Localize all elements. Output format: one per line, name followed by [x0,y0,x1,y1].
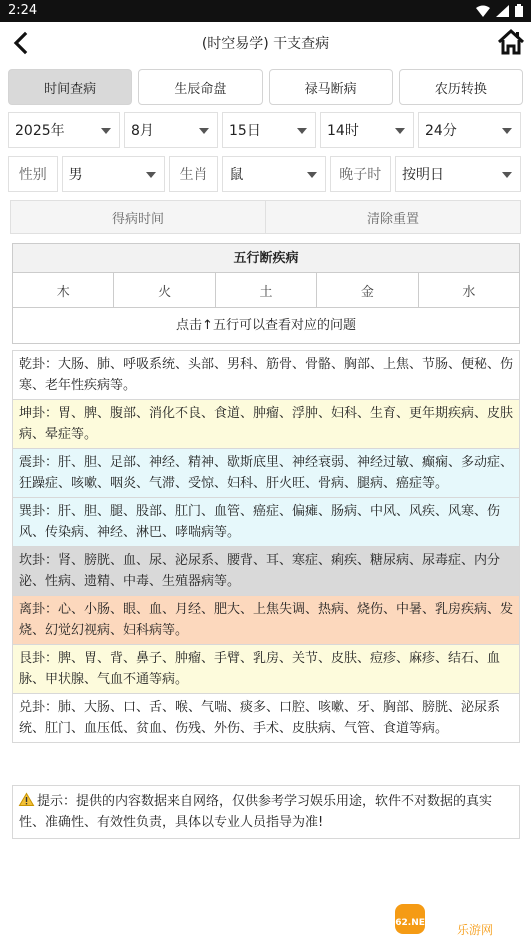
late-zi-select[interactable] [395,156,521,192]
month-value: 8月 [131,123,154,139]
list-item: 离卦：心、小肠、眼、血、月经、肥大、上焦失调、热病、烧伤、中暑、乳房疾病、发烧、幻觉幻视病、妇科病等。 [12,596,520,645]
list-item: 坎卦：肾、膀胱、血、尿、泌尿系、腰背、耳、寒症、痢疾、糖尿病、尿毒症、内分泌、性病、遗精、中毒、生殖器病等。 [12,547,520,596]
status-bar [0,0,531,22]
status-time: 2:24 [8,3,38,18]
notice-text: 提示：提供的内容数据来自网络，仅供参考学习娱乐用途，软件不对数据的真实性、准确性、有效性负责，具体以专业人员指导为准! [19,794,493,830]
action-buttons [10,200,521,234]
dropdown-arrow-icon [146,172,156,178]
watermark-logo [388,900,525,940]
dropdown-arrow-icon [101,128,111,134]
dropdown-arrow-icon [297,128,307,134]
month-select[interactable] [124,112,218,148]
element-water[interactable]: 水 [418,273,519,307]
tab-birth-chart[interactable]: 生辰命盘 [138,69,262,105]
trigram-list [12,350,520,743]
list-item: 震卦：肝、胆、足部、神经、精神、歇斯底里、神经衰弱、神经过敏、癫痫、多动症、狂躁症、咳嗽、咽炎、气滞、受惊、妇科、肝火旺、骨病、腿病、癌症等。 [12,449,520,498]
wifi-icon [476,5,490,17]
list-item: 乾卦：大肠、肺、呼吸系统、头部、男科、筋骨、骨骼、胸部、上焦、节肠、便秘、伤寒、老年性疾病等。 [12,350,520,400]
list-item: 兑卦：肺、大肠、口、舌、喉、气喘、痰多、口腔、咳嗽、牙、胸部、膀胱、泌尿系统、肛门、血压低、贫血、伤残、外伤、手术、皮肤病、气管、食道等病。 [12,694,520,743]
zodiac-label: 生肖 [169,156,219,192]
app-bar [0,22,531,64]
day-value: 15日 [229,123,261,139]
gender-value: 男 [68,167,83,183]
get-time-button[interactable]: 得病时间 [111,211,164,227]
hour-value: 14时 [327,123,359,139]
watermark-brand: 962.NET [388,918,432,928]
wuxing-title: 五行断疾病 [13,244,519,273]
dropdown-arrow-icon [502,172,512,178]
wuxing-panel [12,243,520,344]
list-item: 坤卦：胃、脾、腹部、消化不良、食道、肿瘤、浮肿、妇科、生育、更年期疾病、皮肤病、晕症等。 [12,400,520,449]
dropdown-arrow-icon [199,128,209,134]
minute-value: 24分 [425,123,457,139]
element-fire[interactable]: 火 [113,273,214,307]
page-title: (时空易学) 干支查病 [201,36,330,52]
gender-select[interactable] [62,156,165,192]
late-zi-label: 晚子时 [330,156,391,192]
day-select[interactable] [222,112,316,148]
minute-select[interactable] [418,112,521,148]
watermark-sub: 乐游网 [456,923,494,937]
dropdown-arrow-icon [307,172,317,178]
dropdown-arrow-icon [395,128,405,134]
wuxing-elements [13,273,519,308]
zodiac-value: 鼠 [229,167,244,183]
tab-time-diagnosis[interactable]: 时间查病 [8,69,132,105]
options-row [8,156,521,192]
list-item: 巽卦：肝、胆、腿、股部、肛门、血管、癌症、偏瘫、肠病、中风、风疾、风寒、伤风、传染病、神经、淋巴、哮喘病等。 [12,498,520,547]
zodiac-select[interactable] [222,156,325,192]
year-value: 2025年 [15,123,65,139]
late-zi-value: 按明日 [402,167,445,183]
hour-select[interactable] [320,112,414,148]
tab-luma-diagnosis[interactable]: 禄马断病 [269,69,393,105]
element-metal[interactable]: 金 [316,273,417,307]
warning-icon [19,793,34,806]
wuxing-hint: 点击↑五行可以查看对应的问题 [176,318,356,333]
year-select[interactable] [8,112,120,148]
gender-label: 性别 [8,156,58,192]
battery-icon [515,4,523,17]
signal-icon [496,5,509,17]
element-earth[interactable]: 土 [215,273,316,307]
element-wood[interactable]: 木 [56,284,70,300]
home-icon[interactable] [497,28,525,56]
mode-tabs [8,69,523,105]
list-item: 艮卦：脾、胃、背、鼻子、肿瘤、手臂、乳房、关节、皮肤、痘疹、麻疹、结石、血脉、甲状腺、气血不通等病。 [12,645,520,694]
reset-button[interactable]: 清除重置 [265,201,520,233]
dropdown-arrow-icon [502,128,512,134]
disclaimer-notice [12,785,520,839]
datetime-row [8,112,521,148]
tab-lunar-convert[interactable]: 农历转换 [399,69,523,105]
